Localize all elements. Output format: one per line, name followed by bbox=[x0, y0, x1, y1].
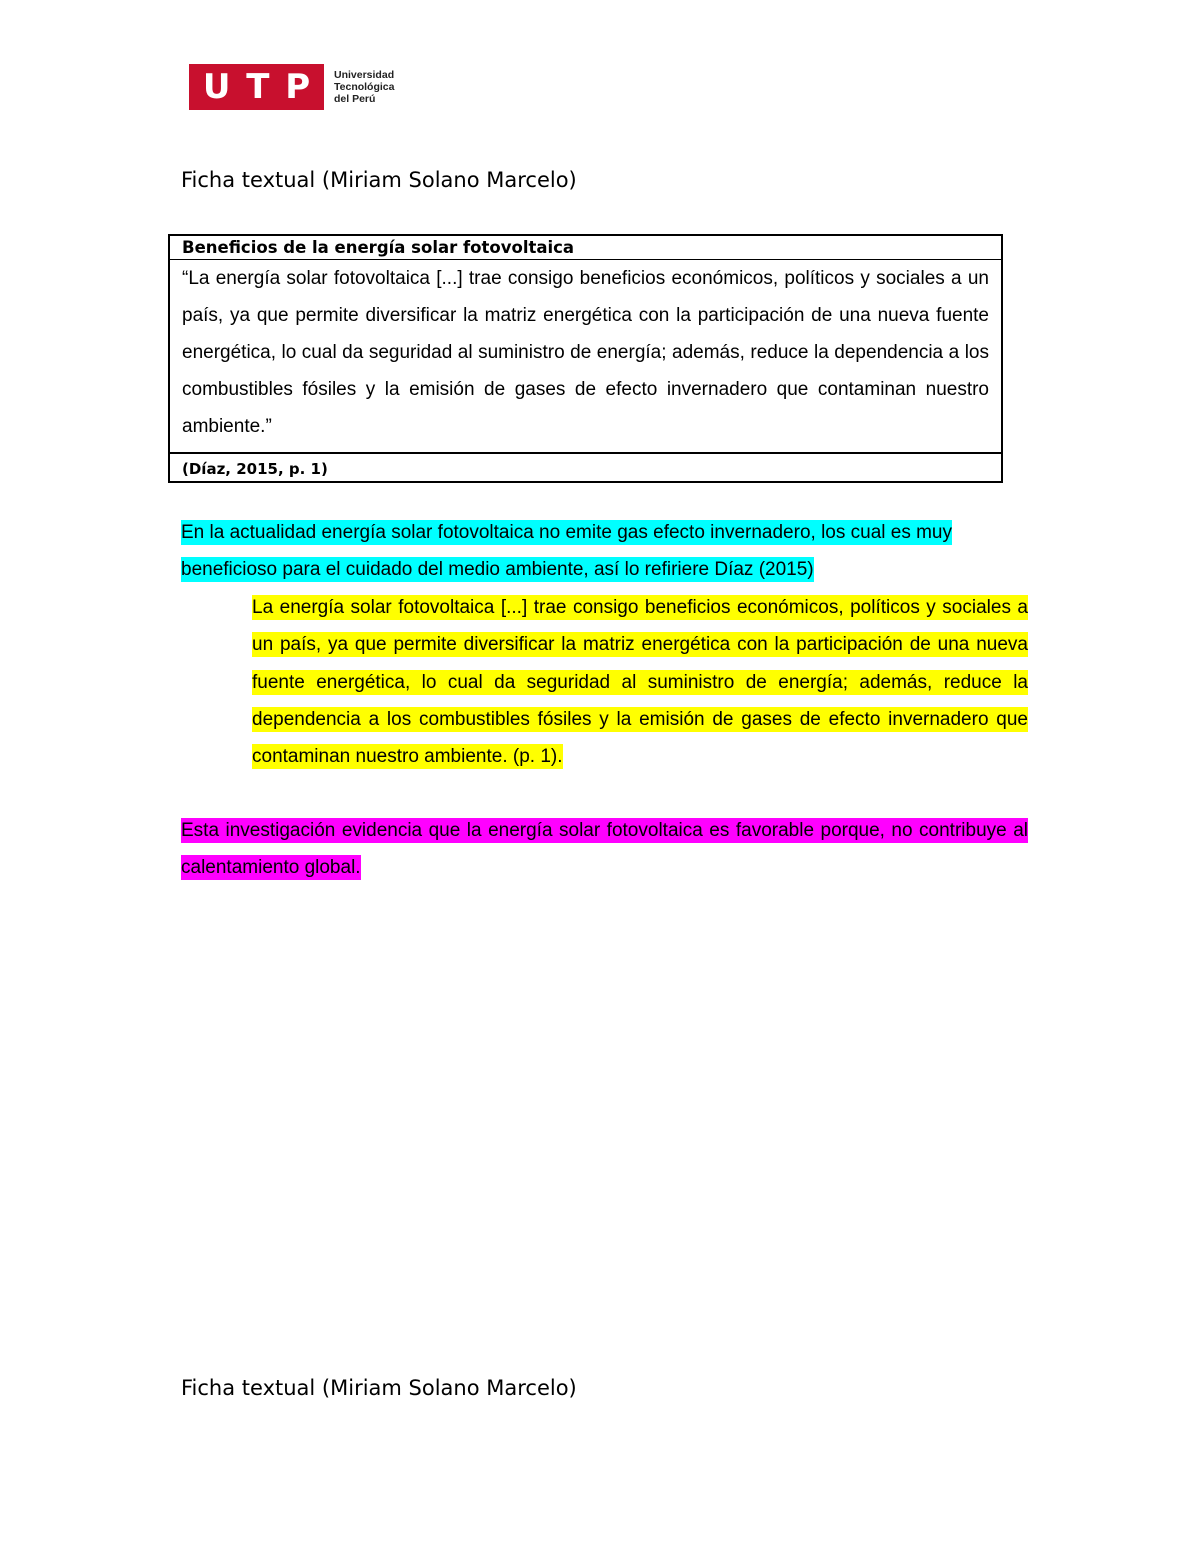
utp-logo-box bbox=[189, 64, 324, 110]
ficha-table-quote: “La energía solar fotovoltaica [...] trae consigo beneficios económicos, políticos y sociales a un país, ya que permite diversificar la matriz energética con la participación de una nueva fuente energética, lo cual da seguridad al suministro de energía; además, reduce la dependencia a los combustibles fósiles y la emisión de gases de efecto invernadero que contaminan nuestro ambiente.” bbox=[170, 260, 1001, 454]
logo-text-line-2: Tecnológica bbox=[334, 81, 395, 93]
ficha-title: Ficha textual (Miriam Solano Marcelo) bbox=[181, 168, 577, 192]
block-quote-paragraph bbox=[252, 589, 1028, 775]
ficha-table bbox=[168, 234, 1003, 483]
conclusion-paragraph bbox=[181, 812, 1028, 887]
ficha-table-header: Beneficios de la energía solar fotovoltaica bbox=[170, 236, 1001, 260]
logo-text-line-3: del Perú bbox=[334, 93, 376, 105]
ficha-table-citation: (Díaz, 2015, p. 1) bbox=[182, 460, 328, 478]
logo-letter-u: U bbox=[202, 67, 231, 107]
utp-logo bbox=[189, 64, 394, 110]
logo-letter-t: T bbox=[246, 67, 270, 107]
intro-highlight: En la actualidad energía solar fotovoltaica no emite gas efecto invernadero, los cual es muy beneficioso para el cuidado del medio ambiente, así lo refiriere Díaz (2015) bbox=[181, 522, 953, 581]
logo-text-line-1: Universidad bbox=[334, 69, 395, 81]
logo-letter-p: P bbox=[285, 67, 311, 107]
ficha-title-second: Ficha textual (Miriam Solano Marcelo) bbox=[181, 1376, 577, 1400]
conclusion-highlight: Esta investigación evidencia que la energía solar fotovoltaica es favorable porque, no contribuye al calentamiento global. bbox=[181, 820, 1028, 879]
block-quote-highlight: La energía solar fotovoltaica [...] trae consigo beneficios económicos, políticos y sociales a un país, ya que permite diversificar la matriz energética con la participación de una nueva fuente energética, lo cual da seguridad al suministro de energía; además, reduce la dependencia a los combustibles fósiles y la emisión de gases de efecto invernadero que contaminan nuestro ambiente. (p. 1). bbox=[252, 597, 1028, 768]
utp-logo-text bbox=[334, 69, 394, 105]
intro-paragraph bbox=[181, 514, 1023, 589]
